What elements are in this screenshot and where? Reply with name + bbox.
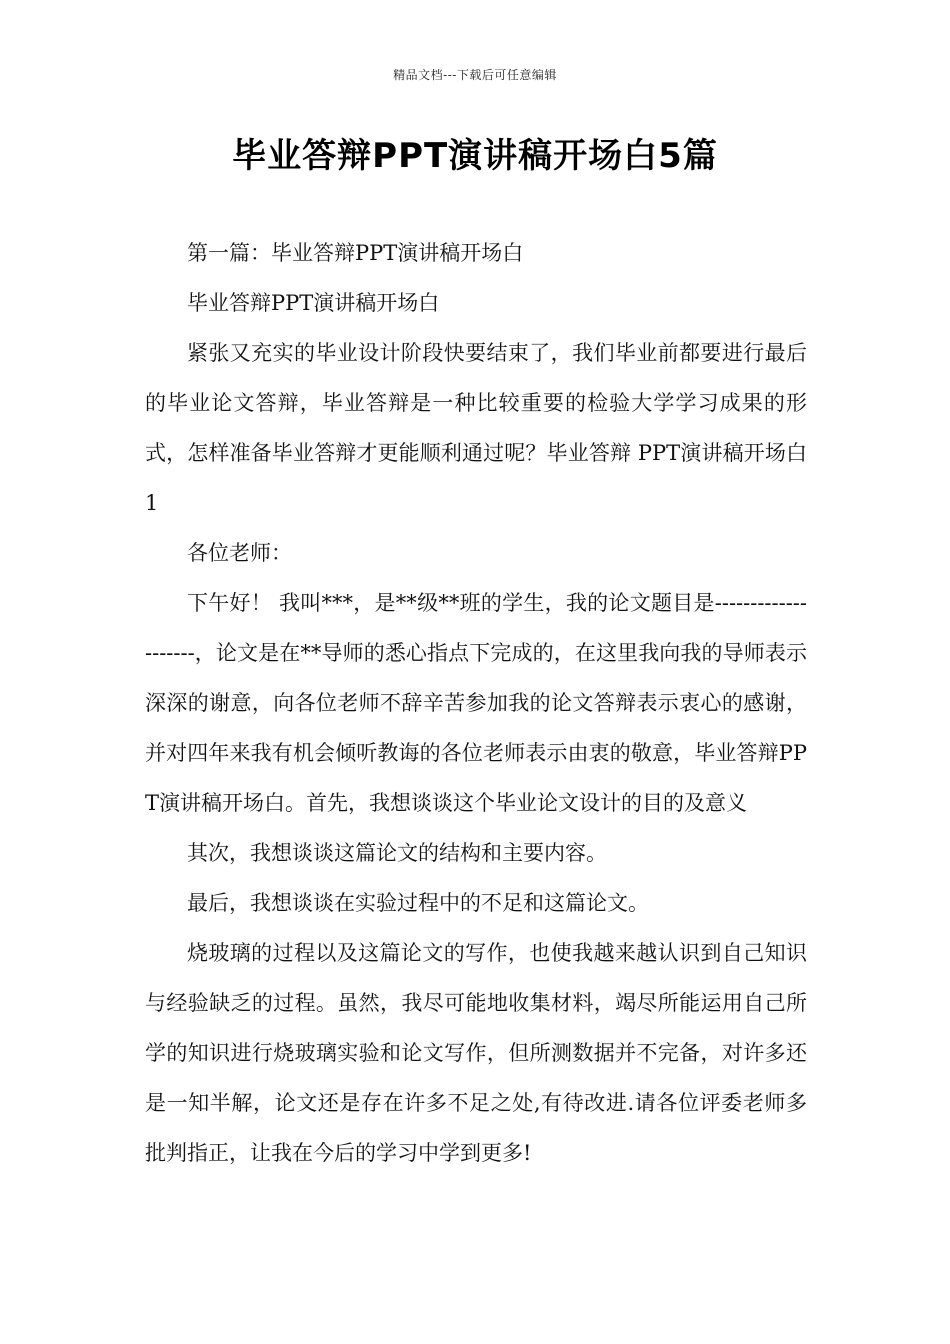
- subheading: 毕业答辩PPT演讲稿开场白: [187, 291, 440, 315]
- paragraph-reflection: 烧玻璃的过程以及这篇论文的写作，也使我越来越认识到自己知识与经验缺乏的过程。虽然，我尽可能地收集材料，竭尽所能运用自己所学的知识进行烧玻璃实验和论文写作，但所测数据并不完备，对许多还是一知半解，论文还是存在许多不足之处,有待改进.请各位评委老师多批判指正，让我在今后的学习中学到更多!: [145, 941, 807, 1165]
- paragraph-intro: 紧张又充实的毕业设计阶段快要结束了，我们毕业前都要进行最后的毕业论文答辩，毕业答辩是一种比较重要的检验大学学习成果的形式，怎样准备毕业答辩才更能顺利通过呢？毕业答辩 PPT演讲稿开场白 1: [145, 341, 807, 515]
- paragraph-last: 最后，我想谈谈在实验过程中的不足和这篇论文。: [187, 891, 649, 915]
- paragraph-greeting: 下午好！ 我叫***，是**级**班的学生，我的论文题目是--------------------，论文是在**导师的悉心指点下完成的，在这里我向我的导师表示深深的谢意，向各位老师不辞辛苦参加我的论文答辩表示衷心的感谢，并对四年来我有机会倾听教诲的各位老师表示由衷的敬意，毕业答辩PPT演讲稿开场白。首先，我想谈谈这个毕业论文设计的目的及意义: [145, 591, 807, 815]
- paragraph-salutation: 各位老师：: [187, 541, 292, 565]
- section-heading: 第一篇：毕业答辩PPT演讲稿开场白: [187, 241, 524, 265]
- paragraph-second: 其次，我想谈谈这篇论文的结构和主要内容。: [187, 841, 607, 865]
- document-title: 毕业答辩PPT演讲稿开场白5篇: [232, 136, 718, 176]
- document-body: [145, 228, 807, 1178]
- header-note: 精品文档---下载后可任意编辑: [393, 68, 557, 82]
